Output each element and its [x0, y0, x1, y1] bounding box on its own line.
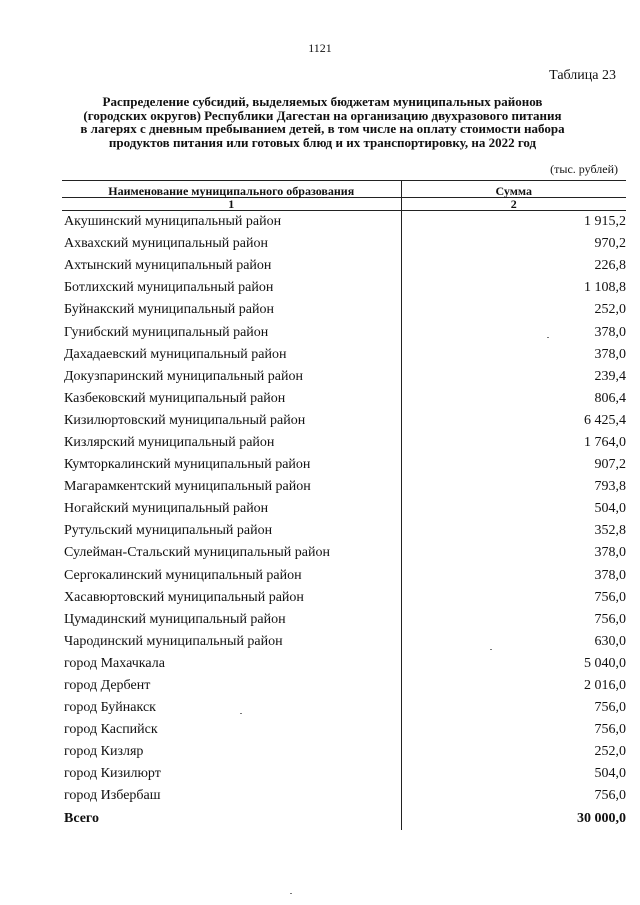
- column-number-1: 1: [62, 198, 401, 211]
- row-amount: 793,8: [594, 479, 626, 495]
- row-name: Гунибский муниципальный район: [62, 321, 401, 343]
- table-label: Таблица 23: [549, 68, 616, 83]
- document-title: [70, 95, 575, 149]
- row-amount: 756,0: [594, 611, 626, 627]
- row-name: Магарамкентский муниципальный район: [62, 476, 401, 498]
- row-amount: 252,0: [594, 744, 626, 760]
- scan-speck: [240, 713, 242, 714]
- row-amount: 5 040,0: [584, 655, 626, 671]
- total-label: Всего: [62, 808, 401, 830]
- row-name: Рутульский муниципальный район: [62, 520, 401, 542]
- unit-label: (тыс. рублей): [550, 162, 618, 176]
- row-amount: 378,0: [594, 545, 626, 561]
- table-row: [62, 741, 626, 763]
- row-name: Кизилюртовский муниципальный район: [62, 410, 401, 432]
- header-row: [62, 181, 626, 198]
- table-row: [62, 785, 626, 807]
- row-name: Докузпаринский муниципальный район: [62, 366, 401, 388]
- row-amount: 2 016,0: [584, 678, 626, 694]
- row-name: Сулейман-Стальский муниципальный район: [62, 542, 401, 564]
- row-name: город Кизилюрт: [62, 763, 401, 785]
- row-name: Кизлярский муниципальный район: [62, 432, 401, 454]
- row-name: Казбековский муниципальный район: [62, 388, 401, 410]
- row-name: Кумторкалинский муниципальный район: [62, 454, 401, 476]
- row-name: Ахвахский муниципальный район: [62, 233, 401, 255]
- row-amount: 907,2: [594, 457, 626, 473]
- row-amount: 252,0: [594, 302, 626, 318]
- row-name: город Кизляр: [62, 741, 401, 763]
- table-row: [62, 697, 626, 719]
- table-row: [62, 211, 626, 234]
- title-line: Распределение субсидий, выделяемых бюджетам муниципальных районов: [102, 94, 543, 109]
- row-name: Акушинский муниципальный район: [62, 211, 401, 234]
- table-row: [62, 233, 626, 255]
- table-row: [62, 719, 626, 741]
- row-name: город Махачкала: [62, 653, 401, 675]
- row-amount: 756,0: [594, 722, 626, 738]
- total-row: [62, 808, 626, 830]
- title-line: в лагерях с дневным пребыванием детей, в том числе на оплату стоимости набора: [80, 121, 565, 136]
- table-row: [62, 366, 626, 388]
- row-amount: 1 764,0: [584, 434, 626, 450]
- row-amount: 806,4: [594, 390, 626, 406]
- row-amount: 756,0: [594, 700, 626, 716]
- table-row: [62, 520, 626, 542]
- scan-speck: [547, 337, 549, 338]
- table-row: [62, 454, 626, 476]
- row-name: город Буйнакск: [62, 697, 401, 719]
- table-row: [62, 410, 626, 432]
- row-amount: 756,0: [594, 589, 626, 605]
- header-name: Наименование муниципального образования: [62, 181, 401, 198]
- row-amount: 630,0: [594, 633, 626, 649]
- row-name: Чародинский муниципальный район: [62, 631, 401, 653]
- row-amount: 504,0: [594, 766, 626, 782]
- table-row: [62, 255, 626, 277]
- column-number-2: 2: [401, 198, 626, 211]
- row-amount: 1 108,8: [584, 280, 626, 296]
- table-row: [62, 609, 626, 631]
- header-amount: Сумма: [401, 181, 626, 198]
- scan-speck: [290, 893, 292, 894]
- row-name: город Избербаш: [62, 785, 401, 807]
- row-amount: 378,0: [594, 567, 626, 583]
- row-amount: 352,8: [594, 523, 626, 539]
- table-row: [62, 498, 626, 520]
- table-row: [62, 565, 626, 587]
- row-name: Ногайский муниципальный район: [62, 498, 401, 520]
- row-amount: 378,0: [594, 324, 626, 340]
- row-name: Ботлихский муниципальный район: [62, 277, 401, 299]
- page-number: 1121: [308, 41, 332, 55]
- row-name: Цумадинский муниципальный район: [62, 609, 401, 631]
- table-row: [62, 321, 626, 343]
- table-row: [62, 476, 626, 498]
- row-name: город Каспийск: [62, 719, 401, 741]
- table-row: [62, 653, 626, 675]
- table-row: [62, 631, 626, 653]
- row-name: Буйнакский муниципальный район: [62, 299, 401, 321]
- table-row: [62, 542, 626, 564]
- row-name: город Дербент: [62, 675, 401, 697]
- row-name: Ахтынский муниципальный район: [62, 255, 401, 277]
- row-amount: 970,2: [594, 236, 626, 252]
- row-amount: 756,0: [594, 788, 626, 804]
- column-number-row: [62, 198, 626, 211]
- row-name: Сергокалинский муниципальный район: [62, 565, 401, 587]
- row-amount: 504,0: [594, 501, 626, 517]
- row-name: Дахадаевский муниципальный район: [62, 344, 401, 366]
- row-amount: 1 915,2: [584, 214, 626, 230]
- row-amount: 6 425,4: [584, 412, 626, 428]
- scan-speck: [490, 649, 492, 650]
- table-row: [62, 299, 626, 321]
- row-amount: 378,0: [594, 346, 626, 362]
- row-amount: 226,8: [594, 258, 626, 274]
- row-amount: 239,4: [594, 368, 626, 384]
- table-row: [62, 344, 626, 366]
- table-row: [62, 587, 626, 609]
- table-row: [62, 432, 626, 454]
- table-row: [62, 277, 626, 299]
- table-row: [62, 388, 626, 410]
- subsidy-table: [62, 180, 626, 830]
- row-name: Хасавюртовский муниципальный район: [62, 587, 401, 609]
- title-line: продуктов питания или готовых блюд и их транспортировку, на 2022 год: [108, 134, 537, 150]
- total-amount: 30 000,0: [577, 810, 626, 826]
- table-row: [62, 675, 626, 697]
- title-line: (городских округов) Республики Дагестан на организацию двухразового питания: [83, 107, 562, 123]
- table-row: [62, 763, 626, 785]
